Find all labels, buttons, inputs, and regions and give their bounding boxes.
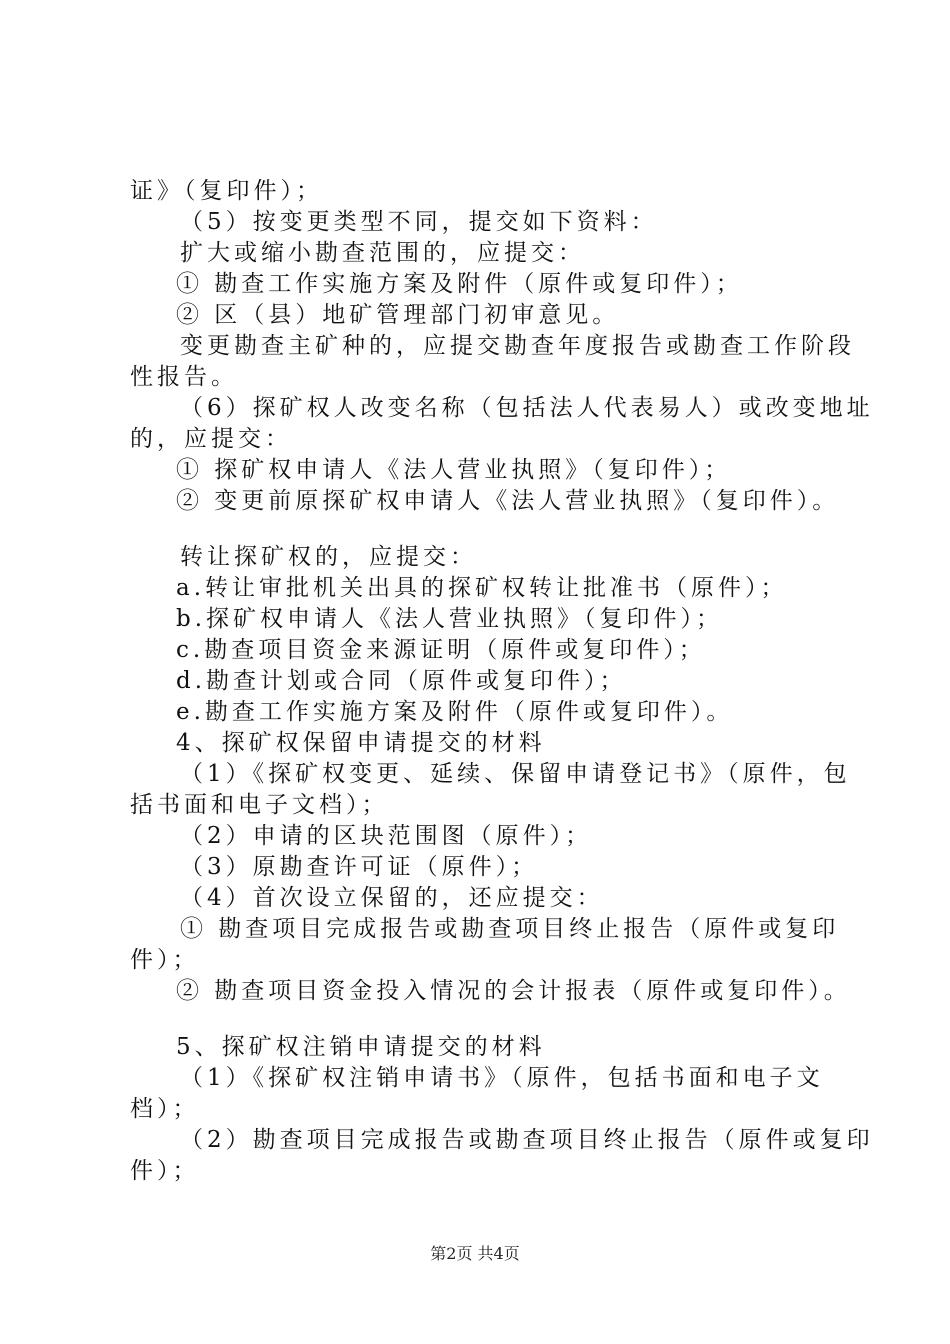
- text-line: （4）首次设立保留的，还应提交：: [180, 885, 604, 911]
- text-line: 证》（复印件）；: [130, 178, 323, 204]
- text-line: （1）《探矿权注销申请书》（原件，包括书面和电子文: [180, 1065, 824, 1091]
- text-line: ② 变更前原探矿权申请人《法人营业执照》（复印件）。: [176, 488, 840, 514]
- text-line: 的，应提交：: [130, 426, 292, 452]
- section-heading: 4、探矿权保留申请提交的材料: [176, 730, 546, 756]
- text-line: ② 区（县）地矿管理部门初审意见。: [176, 302, 620, 328]
- text-line: 件）；: [130, 947, 200, 973]
- text-line: 性报告。: [130, 364, 238, 390]
- text-line: （1）《探矿权变更、延续、保留申请登记书》（原件，包: [180, 761, 851, 787]
- text-line: （6）探矿权人改变名称（包括法人代表易人）或改变地址: [180, 395, 874, 421]
- text-line: 变更勘查主矿种的，应提交勘查年度报告或勘查工作阶段: [180, 333, 855, 359]
- text-line: e.勘查工作实施方案及附件（原件或复印件）。: [176, 699, 734, 725]
- text-line: 档）；: [130, 1096, 200, 1122]
- text-line: 件）；: [130, 1158, 200, 1184]
- text-line: （2）勘查项目完成报告或勘查项目终止报告（原件或复印: [180, 1127, 874, 1153]
- text-line: ② 勘查项目资金投入情况的会计报表（原件或复印件）。: [176, 978, 851, 1004]
- text-line: 括书面和电子文档）；: [130, 792, 389, 818]
- text-line: ① 勘查项目完成报告或勘查项目终止报告（原件或复印: [180, 916, 840, 942]
- text-line: （5）按变更类型不同，提交如下资料：: [180, 209, 658, 235]
- text-line: 扩大或缩小勘查范围的，应提交：: [180, 240, 585, 266]
- text-line: a.转让审批机关出具的探矿权转让批准书（原件）；: [176, 575, 788, 601]
- text-line: 转让探矿权的，应提交：: [180, 544, 477, 570]
- section-heading: 5、探矿权注销申请提交的材料: [176, 1034, 546, 1060]
- text-line: ① 勘查工作实施方案及附件（原件或复印件）；: [176, 271, 743, 297]
- text-line: ① 探矿权申请人《法人营业执照》（复印件）；: [176, 457, 732, 483]
- text-line: （2）申请的区块范围图（原件）；: [180, 823, 593, 849]
- page-footer: 第2页 共4页: [430, 1244, 520, 1263]
- text-line: d.勘查计划或合同（原件或复印件）；: [176, 668, 627, 694]
- text-line: （3）原勘查许可证（原件）；: [180, 854, 539, 880]
- text-line: b.探矿权申请人《法人营业执照》（复印件）；: [176, 606, 724, 632]
- text-line: c.勘查项目资金来源证明（原件或复印件）；: [176, 637, 706, 663]
